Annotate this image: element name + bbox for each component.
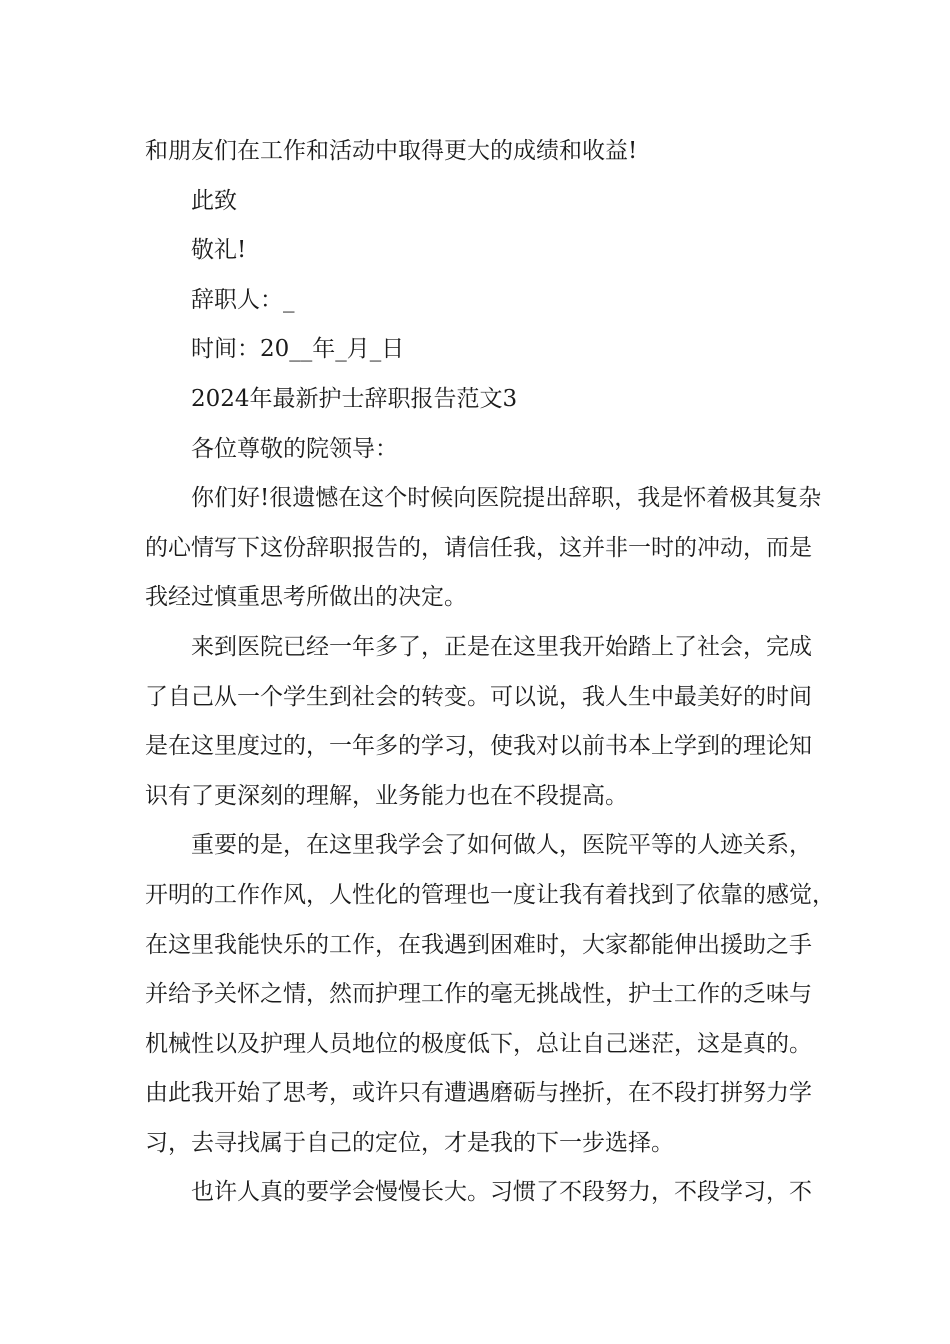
text-line: 机械性以及护理人员地位的极度低下，总让自己迷茫，这是真的。 (145, 1030, 812, 1057)
paragraph-body-4 (145, 1168, 810, 1218)
text-line: 了自己从一个学生到社会的转变。可以说，我人生中最美好的时间 (145, 683, 812, 710)
paragraph-salutation-cizhi (145, 177, 810, 227)
text-line: 识有了更深刻的理解，业务能力也在不段提高。 (145, 782, 628, 809)
paragraph-body-2 (145, 623, 810, 821)
document-body (145, 127, 835, 1218)
paragraph-body-3 (145, 821, 835, 1168)
section-heading (145, 375, 810, 425)
text-line: 并给予关怀之情，然而护理工作的毫无挑战性，护士工作的乏味与 (145, 981, 812, 1008)
text-line: 我经过慎重思考所做出的决定。 (145, 584, 467, 611)
text-line: 时间：20__年_月_日 (191, 336, 405, 363)
text-line: 由此我开始了思考，或许只有遭遇磨砺与挫折，在不段打拼努力学 (145, 1080, 812, 1107)
paragraph-signature (145, 276, 810, 326)
paragraph-salutation-jingli (145, 226, 810, 276)
text-line: 习，去寻找属于自己的定位，才是我的下一步选择。 (145, 1129, 674, 1156)
text-line: 辞职人：_ (191, 286, 295, 313)
text-line: 你们好!很遗憾在这个时候向医院提出辞职，我是怀着极其复杂 (191, 485, 822, 512)
text-line: 在这里我能快乐的工作，在我遇到困难时，大家都能伸出援助之手 (145, 931, 812, 958)
text-line: 是在这里度过的，一年多的学习，使我对以前书本上学到的理论知 (145, 733, 812, 760)
text-line: 的心情写下这份辞职报告的，请信任我，这并非一时的冲动，而是 (145, 534, 812, 561)
text-line: 开明的工作作风，人性化的管理也一度让我有着找到了依靠的感觉， (145, 881, 835, 908)
paragraph-closing-wish (145, 127, 810, 177)
text-line: 和朋友们在工作和活动中取得更大的成绩和收益! (145, 138, 638, 164)
text-line: 各位尊敬的院领导： (191, 435, 398, 462)
text-line: 此致 (191, 187, 237, 214)
paragraph-greeting (145, 425, 810, 475)
text-line: 敬礼! (191, 237, 247, 264)
text-line: 来到医院已经一年多了，正是在这里我开始踏上了社会，完成 (191, 633, 812, 660)
text-line: 2024年最新护士辞职报告范文3 (191, 385, 518, 412)
paragraph-body-1 (145, 474, 822, 623)
paragraph-date (145, 325, 810, 375)
text-line: 也许人真的要学会慢慢长大。习惯了不段努力，不段学习，不 (191, 1179, 812, 1206)
text-line: 重要的是，在这里我学会了如何做人，医院平等的人迹关系， (191, 832, 812, 859)
